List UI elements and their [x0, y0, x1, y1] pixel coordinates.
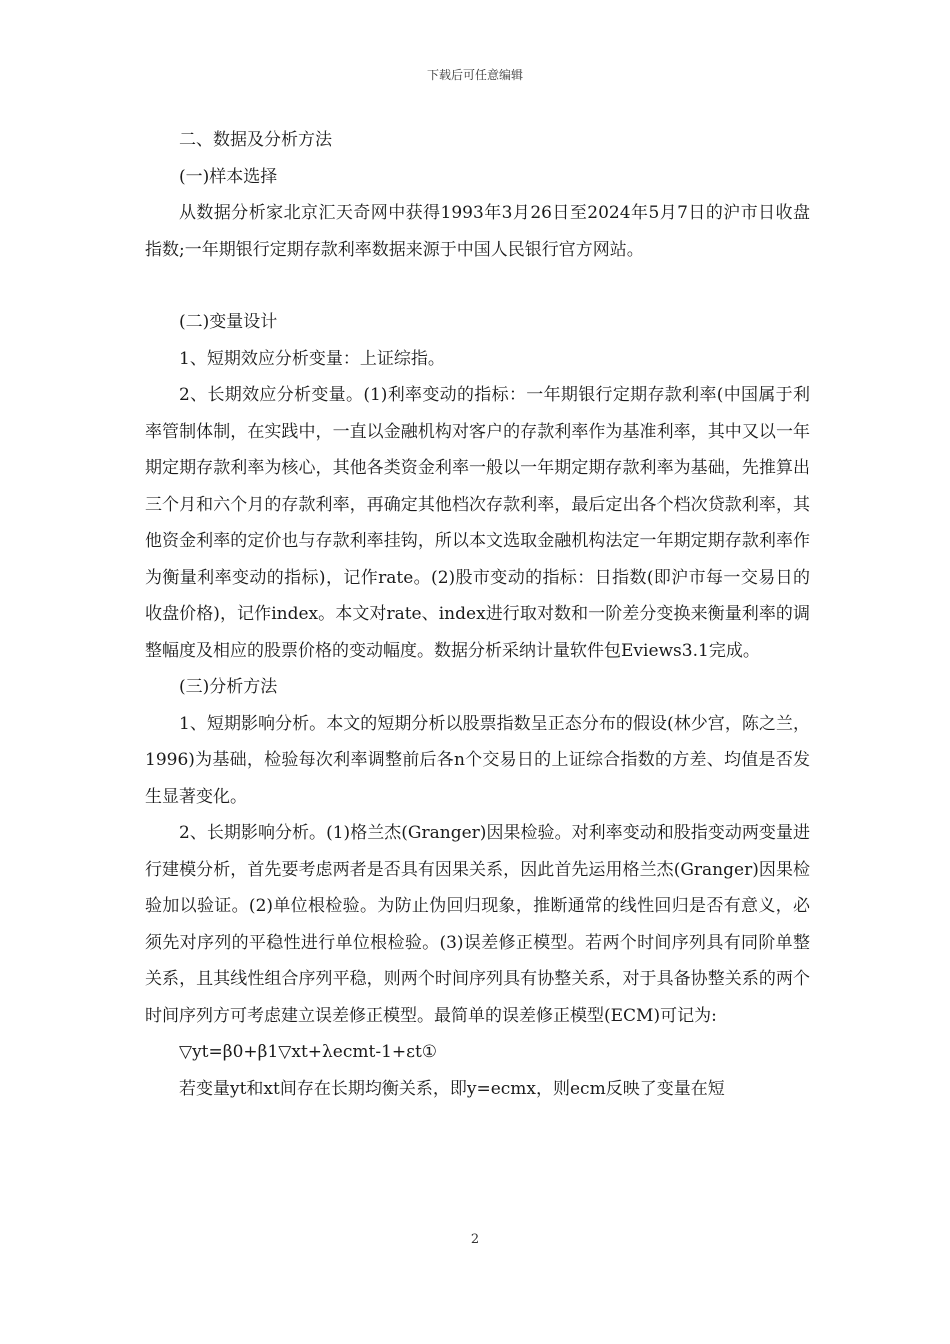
paragraph-short-term-variable: 1、短期效应分析变量：上证综指。 — [179, 348, 445, 369]
paragraph-short-term-analysis: 1、短期影响分析。本文的短期分析以股票指数呈正态分布的假设(林少宫，陈之兰，1996)为基础，检验每次利率调整前后各n个交易日的上证综合指数的方差、均值是否发生显著变化。 — [145, 713, 810, 807]
subsection-heading-methods: (三)分析方法 — [179, 677, 278, 697]
paragraph-long-term-variable: 2、长期效应分析变量。(1)利率变动的指标：一年期银行定期存款利率(中国属于利率管制体制，在实践中，一直以金融机构对客户的存款利率作为基准利率，其中又以一年期定期存款利率为核心，其他各类资金利率一般以一年期定期存款利率为基础，先推算出三个月和六个月的存款利率，再确定其他档次存款利率，最后定出各个档次贷款利率，其他资金利率的定价也与存款利率挂钩，所以本文选取金融机构法定一年期定期存款利率作为衡量利率变动的指标)，记作rate。(2)股市变动的指标：日指数(即沪市每一交易日的收盘价格)，记作index。本文对rate、index进行取对数和一阶差分变换来衡量利率的调整幅度及相应的股票价格的变动幅度。数据分析采纳计量软件包Eviews3.1完成。 — [145, 385, 810, 661]
formula-ecm: ▽yt=β0+β1▽xt+λecmt-1+εt① — [179, 1042, 438, 1062]
document-body — [145, 122, 810, 1107]
paragraph-long-term-analysis: 2、长期影响分析。(1)格兰杰(Granger)因果检验。对利率变动和股指变动两变量进行建模分析，首先要考虑两者是否具有因果关系，因此首先运用格兰杰(Granger)因果检验加以验证。(2)单位根检验。为防止伪回归现象，推断通常的线性回归是否有意义，必须先对序列的平稳性进行单位根检验。(3)误差修正模型。若两个时间序列具有同阶单整关系，且其线性组合序列平稳，则两个时间序列具有协整关系，对于具备协整关系的两个时间序列方可考虑建立误差修正模型。最简单的误差修正模型(ECM)可记为: — [145, 823, 810, 1026]
paragraph-sample: 从数据分析家北京汇天奇网中获得1993年3月26日至2024年5月7日的沪市日收盘指数;一年期银行定期存款利率数据来源于中国人民银行官方网站。 — [145, 203, 810, 260]
page-header: 下载后可任意编辑 — [426, 68, 523, 82]
subsection-heading-variables: (二)变量设计 — [179, 312, 278, 332]
section-heading: 二、数据及分析方法 — [179, 130, 332, 150]
subsection-heading-sample: (一)样本选择 — [179, 166, 278, 187]
page-number: 2 — [470, 1232, 480, 1247]
paragraph-ecm-explanation: 若变量yt和xt间存在长期均衡关系，即y=ecmx，则ecm反映了变量在短 — [179, 1078, 725, 1099]
